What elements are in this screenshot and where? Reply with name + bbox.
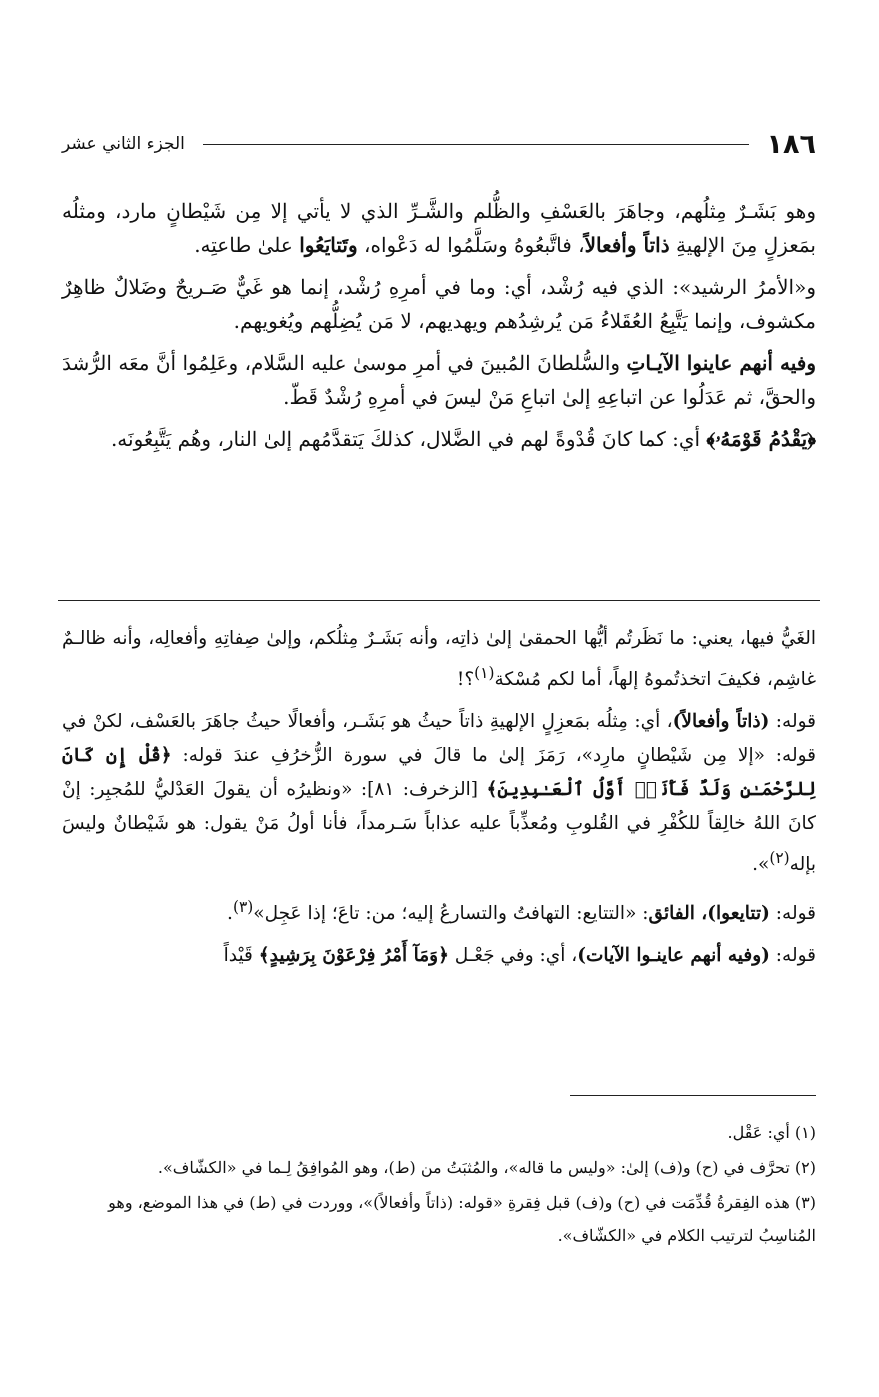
quran-quote: ﴿قُلْ إِن كَانَ لِلرَّحْمَـٰنِ وَلَدٌ فَأَنَا۠ أَوَّلُ ٱلْعَـٰبِدِينَ﴾ (62, 745, 816, 801)
text-run: . (227, 903, 233, 925)
text-run: علىٰ طاعتِه. (194, 233, 300, 257)
text-run: قوله: (769, 945, 816, 967)
footnote-divider (570, 1095, 816, 1096)
footnote-2: (٢) تحرَّف في (ح) و(ف) إلىٰ: «وليس ما قاله»، والمُثبَتُ من (ط)، وهو المُوافِقُ لِـما في «الكشّاف». (157, 1158, 816, 1177)
quran-quote: ﴿يَقْدُمُ قَوْمَهُۥ﴾ (706, 427, 816, 451)
bold-phrase: (تتايعوا)، الفائق (648, 903, 770, 925)
bold-phrase: (وفيه أنهم عاينـوا الآيات) (577, 945, 770, 967)
page-number: ١٨٦ (766, 128, 816, 160)
main-paragraph-4 (62, 422, 816, 456)
footnotes (62, 1116, 816, 1254)
text-run: ». (752, 854, 770, 876)
main-paragraph-2 (62, 270, 816, 338)
text-run: الغَيُّ فيها، يعني: ما نَظَرتُم أيُّها الحمقىٰ إلىٰ ذاتِه، وأنه بَشَـرٌ مِثلُكم، وإلىٰ صِفاتِهِ وأفعالِه، وأنه ظالـمٌ غاشِم، فكيفَ اتخذتُموهُ إلهاً، أما لكم مُسْكة (62, 628, 816, 691)
quran-quote: ﴿وَمَآ أَمْرُ فِرْعَوْنَ بِرَشِيدٍ﴾ (258, 945, 449, 967)
footnote-3: (٣) هذه الفِقرةُ قُدِّمَت في (ح) و(ف) قبل فِقرةِ «قوله: (ذاتاً وأفعالاً)»، ووردت في (ط) في هذا الموضع، وهو المُناسِبُ لترتيب الكلام في «الكشّاف». (108, 1193, 816, 1245)
footnote-ref[interactable]: (١) (474, 664, 495, 682)
text-run: قوله: (769, 903, 816, 925)
text-run: ، أي: وفي جَعْـل (448, 945, 578, 967)
text-run: وهو بَشَـرٌ مِثلُهم، وجاهَرَ بالعَسْفِ والظُّلم والشَّـرِّ الذي لا يأتي إلا مِن شَيْطانٍ مارد، ومثلُه بمَعزلٍ مِنَ الإلهيةِ (62, 199, 816, 257)
text-run: أي: كما كانَ قُدْوةً لهم في الضَّلال، كذلكَ يَتقدَّمُهم إلىٰ النار، وهُم يَتَّبِعُونَه. (110, 427, 707, 451)
main-paragraph-3 (62, 346, 816, 414)
bold-phrase: (ذاتاً وأفعالاً) (672, 711, 770, 733)
text-run: : «التتايع: التهافتُ والتسارعُ إليه؛ من: تاعَ؛ إذا عَجِل» (253, 903, 649, 925)
footnote-1: (١) أي: عَقْل. (727, 1123, 816, 1142)
bold-phrase: وفيه أنهم عاينوا الآيـاتِ (626, 351, 816, 375)
commentary (62, 622, 816, 981)
bold-phrase: وتَتايَعُوا (299, 233, 358, 257)
text-run: [الزخرف: ٨١]: «ونظيرُه أن يقولَ العَدْليُّ للمُجبِر: إنْ كانَ اللهُ خالِقاً للكُفْرِ في القُلوبِ ومُعذِّباً عليه عذاباً سَـرمداً، فأنا أولُ مَنْ يقول: هو شَيْطانٌ وليسَ بإله (62, 779, 816, 876)
header-rule (203, 144, 749, 145)
text-run: و«الأمرُ الرشيد»: الذي فيه رُشْد، أي: وما في أمرِهِ رُشْد، إنما هو غَيٌّ صَـريحٌ وضَلالٌ ظاهِرٌ مكشوف، وإنما يَتَّبِعُ العُقَلاءُ مَن يُرشِدُهم ويهديهم، لا مَن يُضِلُّهم ويُغويهم. (62, 275, 816, 333)
footnote-ref[interactable]: (٣) (232, 898, 254, 917)
book-page (62, 0, 816, 1397)
text-run: قوله: (769, 711, 816, 733)
part-title: الجزء الثاني عشر (62, 134, 185, 154)
commentary-paragraph-4 (62, 939, 816, 973)
main-divider (58, 600, 820, 601)
page-header (62, 124, 816, 164)
text-run: والسُّلطانَ المُبينَ في أمرِ موسىٰ عليه السَّلام، وعَلِمُوا أنَّ معَه الرُّشدَ والحقَّ، ثم عَدَلُوا عن اتباعِهِ إلىٰ اتباعِ مَنْ ليسَ في أمرِهِ رُشْدٌ قَطّ. (62, 351, 816, 409)
commentary-paragraph-1 (62, 622, 816, 697)
bold-phrase: ذاتاً وأفعالاً (584, 233, 670, 257)
main-paragraph-1 (62, 194, 816, 262)
text-run: ، فاتَّبعُوهُ وسَلَّمُوا له دَعْواه، (357, 233, 585, 257)
text-run: ؟! (456, 669, 475, 691)
main-text (62, 194, 816, 464)
commentary-paragraph-3 (62, 890, 816, 931)
commentary-paragraph-2 (62, 705, 816, 882)
footnote-ref[interactable]: (٢) (769, 849, 790, 868)
text-run: ، أي: مِثلُه بمَعزِلٍ الإلهيةِ ذاتاً حيثُ هو بَشَـر، وأفعالًا حيثُ جاهَرَ بالعَسْف، لكنْ في قوله: «إلا مِن شَيْطانٍ مارِد»، رَمَزَ إلىٰ ما قالَ في سورة الزُّخرُفِ عندَ قوله: (62, 711, 816, 767)
text-run: قَيْداً (223, 945, 259, 967)
